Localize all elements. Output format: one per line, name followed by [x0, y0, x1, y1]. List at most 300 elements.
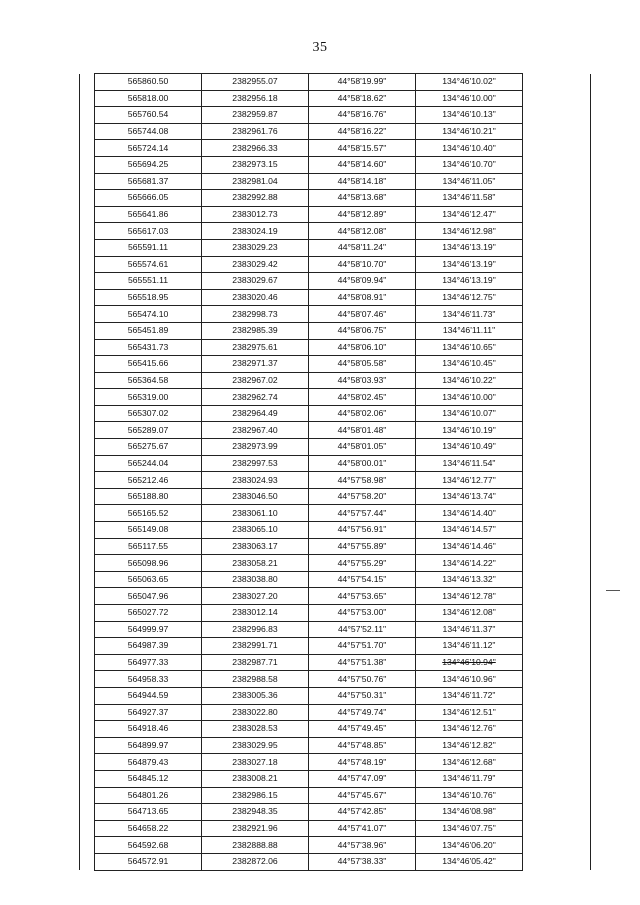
row-margin-cell	[80, 289, 95, 306]
row-notes-cell	[523, 804, 591, 821]
longitude-cell: 134°46'10.49"	[416, 439, 523, 456]
x-coordinate-cell: 564845.12	[95, 770, 202, 787]
latitude-cell: 44°58'00.01"	[309, 455, 416, 472]
x-coordinate-cell: 565474.10	[95, 306, 202, 323]
x-coordinate-cell: 565319.00	[95, 389, 202, 406]
latitude-cell: 44°58'05.58"	[309, 356, 416, 373]
x-coordinate-cell: 565666.05	[95, 190, 202, 207]
x-coordinate-cell: 565289.07	[95, 422, 202, 439]
table-row	[80, 837, 591, 854]
longitude-cell: 134°46'10.00"	[416, 389, 523, 406]
table-row	[80, 555, 591, 572]
table-row	[80, 173, 591, 190]
table-row	[80, 339, 591, 356]
row-notes-cell	[523, 239, 591, 256]
margin-mark	[606, 590, 620, 591]
x-coordinate-cell: 565694.25	[95, 156, 202, 173]
table-row	[80, 455, 591, 472]
longitude-cell: 134°46'07.75"	[416, 820, 523, 837]
y-coordinate-cell: 2383005.36	[202, 687, 309, 704]
longitude-cell: 134°46'11.58"	[416, 190, 523, 207]
longitude-cell: 134°46'13.32"	[416, 571, 523, 588]
row-margin-cell	[80, 522, 95, 539]
longitude-cell: 134°46'12.08"	[416, 605, 523, 622]
y-coordinate-cell: 2383065.10	[202, 522, 309, 539]
row-notes-cell	[523, 588, 591, 605]
row-margin-cell	[80, 107, 95, 124]
row-notes-cell	[523, 422, 591, 439]
table-row	[80, 123, 591, 140]
longitude-cell: 134°46'10.65"	[416, 339, 523, 356]
x-coordinate-cell: 565574.61	[95, 256, 202, 273]
latitude-cell: 44°57'47.09"	[309, 770, 416, 787]
longitude-cell: 134°46'14.57"	[416, 522, 523, 539]
x-coordinate-cell: 565818.00	[95, 90, 202, 107]
row-margin-cell	[80, 571, 95, 588]
row-margin-cell	[80, 74, 95, 91]
x-coordinate-cell: 565518.95	[95, 289, 202, 306]
row-margin-cell	[80, 588, 95, 605]
latitude-cell: 44°57'55.89"	[309, 538, 416, 555]
longitude-cell: 134°46'06.20"	[416, 837, 523, 854]
longitude-cell: 134°46'10.02"	[416, 74, 523, 91]
row-notes-cell	[523, 206, 591, 223]
x-coordinate-cell: 565047.96	[95, 588, 202, 605]
latitude-cell: 44°57'54.15"	[309, 571, 416, 588]
latitude-cell: 44°58'03.93"	[309, 372, 416, 389]
table-row	[80, 538, 591, 555]
latitude-cell: 44°58'06.75"	[309, 322, 416, 339]
table-row	[80, 638, 591, 655]
row-notes-cell	[523, 770, 591, 787]
latitude-cell: 44°57'50.76"	[309, 671, 416, 688]
row-margin-cell	[80, 223, 95, 240]
x-coordinate-cell: 564801.26	[95, 787, 202, 804]
longitude-cell: 134°46'10.45"	[416, 356, 523, 373]
y-coordinate-cell: 2383012.14	[202, 605, 309, 622]
x-coordinate-cell: 564977.33	[95, 654, 202, 671]
y-coordinate-cell: 2382956.18	[202, 90, 309, 107]
row-margin-cell	[80, 555, 95, 572]
x-coordinate-cell: 565244.04	[95, 455, 202, 472]
row-margin-cell	[80, 671, 95, 688]
row-margin-cell	[80, 239, 95, 256]
table-row	[80, 522, 591, 539]
latitude-cell: 44°57'57.44"	[309, 505, 416, 522]
y-coordinate-cell: 2383029.42	[202, 256, 309, 273]
row-notes-cell	[523, 123, 591, 140]
row-margin-cell	[80, 704, 95, 721]
y-coordinate-cell: 2382992.88	[202, 190, 309, 207]
x-coordinate-cell: 565117.55	[95, 538, 202, 555]
x-coordinate-cell: 564899.97	[95, 737, 202, 754]
row-margin-cell	[80, 687, 95, 704]
row-notes-cell	[523, 107, 591, 124]
latitude-cell: 44°57'49.74"	[309, 704, 416, 721]
y-coordinate-cell: 2383029.23	[202, 239, 309, 256]
table-row	[80, 472, 591, 489]
y-coordinate-cell: 2383024.19	[202, 223, 309, 240]
y-coordinate-cell: 2383058.21	[202, 555, 309, 572]
x-coordinate-cell: 565431.73	[95, 339, 202, 356]
row-notes-cell	[523, 289, 591, 306]
longitude-cell: 134°46'10.13"	[416, 107, 523, 124]
row-margin-cell	[80, 820, 95, 837]
table-row	[80, 140, 591, 157]
longitude-cell: 134°46'10.40"	[416, 140, 523, 157]
row-margin-cell	[80, 405, 95, 422]
x-coordinate-cell: 565188.80	[95, 488, 202, 505]
x-coordinate-cell: 564572.91	[95, 853, 202, 870]
longitude-cell: 134°46'13.74"	[416, 488, 523, 505]
row-margin-cell	[80, 770, 95, 787]
longitude-cell: 134°46'10.21"	[416, 123, 523, 140]
row-margin-cell	[80, 439, 95, 456]
y-coordinate-cell: 2383063.17	[202, 538, 309, 555]
row-notes-cell	[523, 472, 591, 489]
longitude-cell: 134°46'14.46"	[416, 538, 523, 555]
row-margin-cell	[80, 737, 95, 754]
latitude-cell: 44°58'16.22"	[309, 123, 416, 140]
x-coordinate-cell: 564927.37	[95, 704, 202, 721]
y-coordinate-cell: 2382971.37	[202, 356, 309, 373]
row-margin-cell	[80, 837, 95, 854]
longitude-cell: 134°46'11.05"	[416, 173, 523, 190]
longitude-cell: 134°46'08.98"	[416, 804, 523, 821]
longitude-cell: 134°46'11.72"	[416, 687, 523, 704]
longitude-cell: 134°46'11.79"	[416, 770, 523, 787]
longitude-cell: 134°46'12.68"	[416, 754, 523, 771]
latitude-cell: 44°58'09.94"	[309, 273, 416, 290]
table-row	[80, 737, 591, 754]
table-row	[80, 156, 591, 173]
longitude-cell: 134°46'13.19"	[416, 256, 523, 273]
longitude-cell: 134°46'11.11"	[416, 322, 523, 339]
table-row	[80, 107, 591, 124]
latitude-cell: 44°57'52.11"	[309, 621, 416, 638]
y-coordinate-cell: 2383008.21	[202, 770, 309, 787]
row-margin-cell	[80, 488, 95, 505]
table-row	[80, 505, 591, 522]
longitude-cell: 134°46'10.00"	[416, 90, 523, 107]
latitude-cell: 44°57'41.07"	[309, 820, 416, 837]
latitude-cell: 44°57'53.00"	[309, 605, 416, 622]
table-row	[80, 820, 591, 837]
row-margin-cell	[80, 123, 95, 140]
latitude-cell: 44°57'48.19"	[309, 754, 416, 771]
y-coordinate-cell: 2383024.93	[202, 472, 309, 489]
row-margin-cell	[80, 173, 95, 190]
latitude-cell: 44°57'51.70"	[309, 638, 416, 655]
latitude-cell: 44°58'10.70"	[309, 256, 416, 273]
row-margin-cell	[80, 273, 95, 290]
x-coordinate-cell: 565724.14	[95, 140, 202, 157]
x-coordinate-cell: 565744.08	[95, 123, 202, 140]
row-margin-cell	[80, 638, 95, 655]
latitude-cell: 44°57'42.85"	[309, 804, 416, 821]
latitude-cell: 44°58'01.05"	[309, 439, 416, 456]
latitude-cell: 44°57'45.67"	[309, 787, 416, 804]
y-coordinate-cell: 2383029.67	[202, 273, 309, 290]
latitude-cell: 44°58'11.24"	[309, 239, 416, 256]
row-margin-cell	[80, 787, 95, 804]
x-coordinate-cell: 564999.97	[95, 621, 202, 638]
y-coordinate-cell: 2382996.83	[202, 621, 309, 638]
x-coordinate-cell: 564713.65	[95, 804, 202, 821]
latitude-cell: 44°57'50.31"	[309, 687, 416, 704]
table-row	[80, 239, 591, 256]
x-coordinate-cell: 565165.52	[95, 505, 202, 522]
longitude-cell: 134°46'10.96"	[416, 671, 523, 688]
y-coordinate-cell: 2382888.88	[202, 837, 309, 854]
table-row	[80, 654, 591, 671]
row-notes-cell	[523, 339, 591, 356]
row-margin-cell	[80, 605, 95, 622]
row-notes-cell	[523, 488, 591, 505]
y-coordinate-cell: 2383046.50	[202, 488, 309, 505]
y-coordinate-cell: 2382961.76	[202, 123, 309, 140]
latitude-cell: 44°57'38.33"	[309, 853, 416, 870]
row-notes-cell	[523, 190, 591, 207]
y-coordinate-cell: 2382872.06	[202, 853, 309, 870]
x-coordinate-cell: 565760.54	[95, 107, 202, 124]
y-coordinate-cell: 2382998.73	[202, 306, 309, 323]
y-coordinate-cell: 2383022.80	[202, 704, 309, 721]
longitude-cell: 134°46'11.12"	[416, 638, 523, 655]
x-coordinate-cell: 565451.89	[95, 322, 202, 339]
table-row	[80, 74, 591, 91]
row-notes-cell	[523, 74, 591, 91]
longitude-cell: 134°46'12.98"	[416, 223, 523, 240]
y-coordinate-cell: 2382967.40	[202, 422, 309, 439]
y-coordinate-cell: 2382986.15	[202, 787, 309, 804]
y-coordinate-cell: 2382967.02	[202, 372, 309, 389]
row-notes-cell	[523, 671, 591, 688]
table-row	[80, 289, 591, 306]
row-notes-cell	[523, 173, 591, 190]
table-row	[80, 223, 591, 240]
row-margin-cell	[80, 654, 95, 671]
latitude-cell: 44°58'18.62"	[309, 90, 416, 107]
longitude-cell: 134°46'10.76"	[416, 787, 523, 804]
latitude-cell: 44°57'58.20"	[309, 488, 416, 505]
table-row	[80, 754, 591, 771]
table-row	[80, 322, 591, 339]
latitude-cell: 44°58'06.10"	[309, 339, 416, 356]
table-row	[80, 422, 591, 439]
latitude-cell: 44°58'12.08"	[309, 223, 416, 240]
row-margin-cell	[80, 339, 95, 356]
latitude-cell: 44°57'48.85"	[309, 737, 416, 754]
table-row	[80, 389, 591, 406]
row-margin-cell	[80, 372, 95, 389]
latitude-cell: 44°58'19.99"	[309, 74, 416, 91]
x-coordinate-cell: 565149.08	[95, 522, 202, 539]
longitude-cell: 134°46'14.22"	[416, 555, 523, 572]
y-coordinate-cell: 2382948.35	[202, 804, 309, 821]
longitude-cell: 134°46'12.78"	[416, 588, 523, 605]
x-coordinate-cell: 565364.58	[95, 372, 202, 389]
longitude-cell: 134°46'12.76"	[416, 721, 523, 738]
table-row	[80, 372, 591, 389]
row-margin-cell	[80, 422, 95, 439]
row-notes-cell	[523, 356, 591, 373]
y-coordinate-cell: 2382955.07	[202, 74, 309, 91]
coordinates-table	[79, 73, 591, 871]
y-coordinate-cell: 2382991.71	[202, 638, 309, 655]
row-notes-cell	[523, 522, 591, 539]
x-coordinate-cell: 565027.72	[95, 605, 202, 622]
latitude-cell: 44°58'14.18"	[309, 173, 416, 190]
row-margin-cell	[80, 156, 95, 173]
latitude-cell: 44°57'38.96"	[309, 837, 416, 854]
latitude-cell: 44°57'58.98"	[309, 472, 416, 489]
x-coordinate-cell: 564944.59	[95, 687, 202, 704]
row-notes-cell	[523, 322, 591, 339]
row-notes-cell	[523, 306, 591, 323]
row-margin-cell	[80, 754, 95, 771]
latitude-cell: 44°58'12.89"	[309, 206, 416, 223]
latitude-cell: 44°58'02.06"	[309, 405, 416, 422]
row-margin-cell	[80, 306, 95, 323]
table-row	[80, 605, 591, 622]
latitude-cell: 44°57'53.65"	[309, 588, 416, 605]
y-coordinate-cell: 2383038.80	[202, 571, 309, 588]
y-coordinate-cell: 2382973.15	[202, 156, 309, 173]
x-coordinate-cell: 564958.33	[95, 671, 202, 688]
table-row	[80, 621, 591, 638]
table-row	[80, 356, 591, 373]
row-notes-cell	[523, 156, 591, 173]
row-notes-cell	[523, 621, 591, 638]
latitude-cell: 44°58'08.91"	[309, 289, 416, 306]
row-notes-cell	[523, 638, 591, 655]
row-notes-cell	[523, 721, 591, 738]
longitude-cell: 134°46'10.70"	[416, 156, 523, 173]
y-coordinate-cell: 2382997.53	[202, 455, 309, 472]
y-coordinate-cell: 2382987.71	[202, 654, 309, 671]
row-notes-cell	[523, 439, 591, 456]
row-notes-cell	[523, 654, 591, 671]
longitude-cell: 134°46'12.77"	[416, 472, 523, 489]
y-coordinate-cell: 2383027.20	[202, 588, 309, 605]
x-coordinate-cell: 564592.68	[95, 837, 202, 854]
row-margin-cell	[80, 721, 95, 738]
latitude-cell: 44°58'01.48"	[309, 422, 416, 439]
row-notes-cell	[523, 853, 591, 870]
x-coordinate-cell: 565617.03	[95, 223, 202, 240]
longitude-cell: 134°46'14.40"	[416, 505, 523, 522]
y-coordinate-cell: 2383061.10	[202, 505, 309, 522]
latitude-cell: 44°58'02.45"	[309, 389, 416, 406]
latitude-cell: 44°58'13.68"	[309, 190, 416, 207]
table-row	[80, 853, 591, 870]
x-coordinate-cell: 565063.65	[95, 571, 202, 588]
row-notes-cell	[523, 571, 591, 588]
longitude-cell: 134°46'13.19"	[416, 273, 523, 290]
row-notes-cell	[523, 405, 591, 422]
row-notes-cell	[523, 389, 591, 406]
longitude-cell: 134°46'11.54"	[416, 455, 523, 472]
longitude-cell: 134°46'12.82"	[416, 737, 523, 754]
table-row	[80, 787, 591, 804]
row-notes-cell	[523, 737, 591, 754]
y-coordinate-cell: 2383028.53	[202, 721, 309, 738]
x-coordinate-cell: 565641.86	[95, 206, 202, 223]
table-row	[80, 488, 591, 505]
table-row	[80, 273, 591, 290]
latitude-cell: 44°58'15.57"	[309, 140, 416, 157]
y-coordinate-cell: 2382985.39	[202, 322, 309, 339]
x-coordinate-cell: 564879.43	[95, 754, 202, 771]
y-coordinate-cell: 2382981.04	[202, 173, 309, 190]
page-number: 35	[312, 40, 328, 55]
latitude-cell: 44°58'14.60"	[309, 156, 416, 173]
table-row	[80, 770, 591, 787]
y-coordinate-cell: 2382988.58	[202, 671, 309, 688]
table-row	[80, 588, 591, 605]
table-row	[80, 671, 591, 688]
y-coordinate-cell: 2383029.95	[202, 737, 309, 754]
row-notes-cell	[523, 140, 591, 157]
y-coordinate-cell: 2382966.33	[202, 140, 309, 157]
table-row	[80, 704, 591, 721]
row-margin-cell	[80, 90, 95, 107]
row-notes-cell	[523, 455, 591, 472]
x-coordinate-cell: 565860.50	[95, 74, 202, 91]
longitude-cell: 134°46'11.73"	[416, 306, 523, 323]
row-margin-cell	[80, 256, 95, 273]
table-row	[80, 721, 591, 738]
row-margin-cell	[80, 190, 95, 207]
longitude-cell: 134°46'11.37"	[416, 621, 523, 638]
row-margin-cell	[80, 505, 95, 522]
row-notes-cell	[523, 372, 591, 389]
row-margin-cell	[80, 455, 95, 472]
y-coordinate-cell: 2383027.18	[202, 754, 309, 771]
row-margin-cell	[80, 472, 95, 489]
y-coordinate-cell: 2382973.99	[202, 439, 309, 456]
latitude-cell: 44°57'55.29"	[309, 555, 416, 572]
table-row	[80, 206, 591, 223]
table-row	[80, 804, 591, 821]
row-notes-cell	[523, 90, 591, 107]
y-coordinate-cell: 2382962.74	[202, 389, 309, 406]
table-row	[80, 306, 591, 323]
x-coordinate-cell: 565681.37	[95, 173, 202, 190]
table-row	[80, 90, 591, 107]
row-notes-cell	[523, 505, 591, 522]
y-coordinate-cell: 2382975.61	[202, 339, 309, 356]
longitude-cell: 134°46'10.07"	[416, 405, 523, 422]
longitude-cell: 134°46'12.75"	[416, 289, 523, 306]
y-coordinate-cell: 2382964.49	[202, 405, 309, 422]
x-coordinate-cell: 565591.11	[95, 239, 202, 256]
table-row	[80, 405, 591, 422]
row-notes-cell	[523, 787, 591, 804]
longitude-cell: 134°46'12.51"	[416, 704, 523, 721]
longitude-cell: 134°46'10.94"	[416, 654, 523, 671]
row-margin-cell	[80, 853, 95, 870]
x-coordinate-cell: 565551.11	[95, 273, 202, 290]
row-notes-cell	[523, 273, 591, 290]
table-row	[80, 190, 591, 207]
row-notes-cell	[523, 704, 591, 721]
latitude-cell: 44°58'07.46"	[309, 306, 416, 323]
row-notes-cell	[523, 687, 591, 704]
coordinates-table-body	[80, 74, 591, 871]
x-coordinate-cell: 565212.46	[95, 472, 202, 489]
